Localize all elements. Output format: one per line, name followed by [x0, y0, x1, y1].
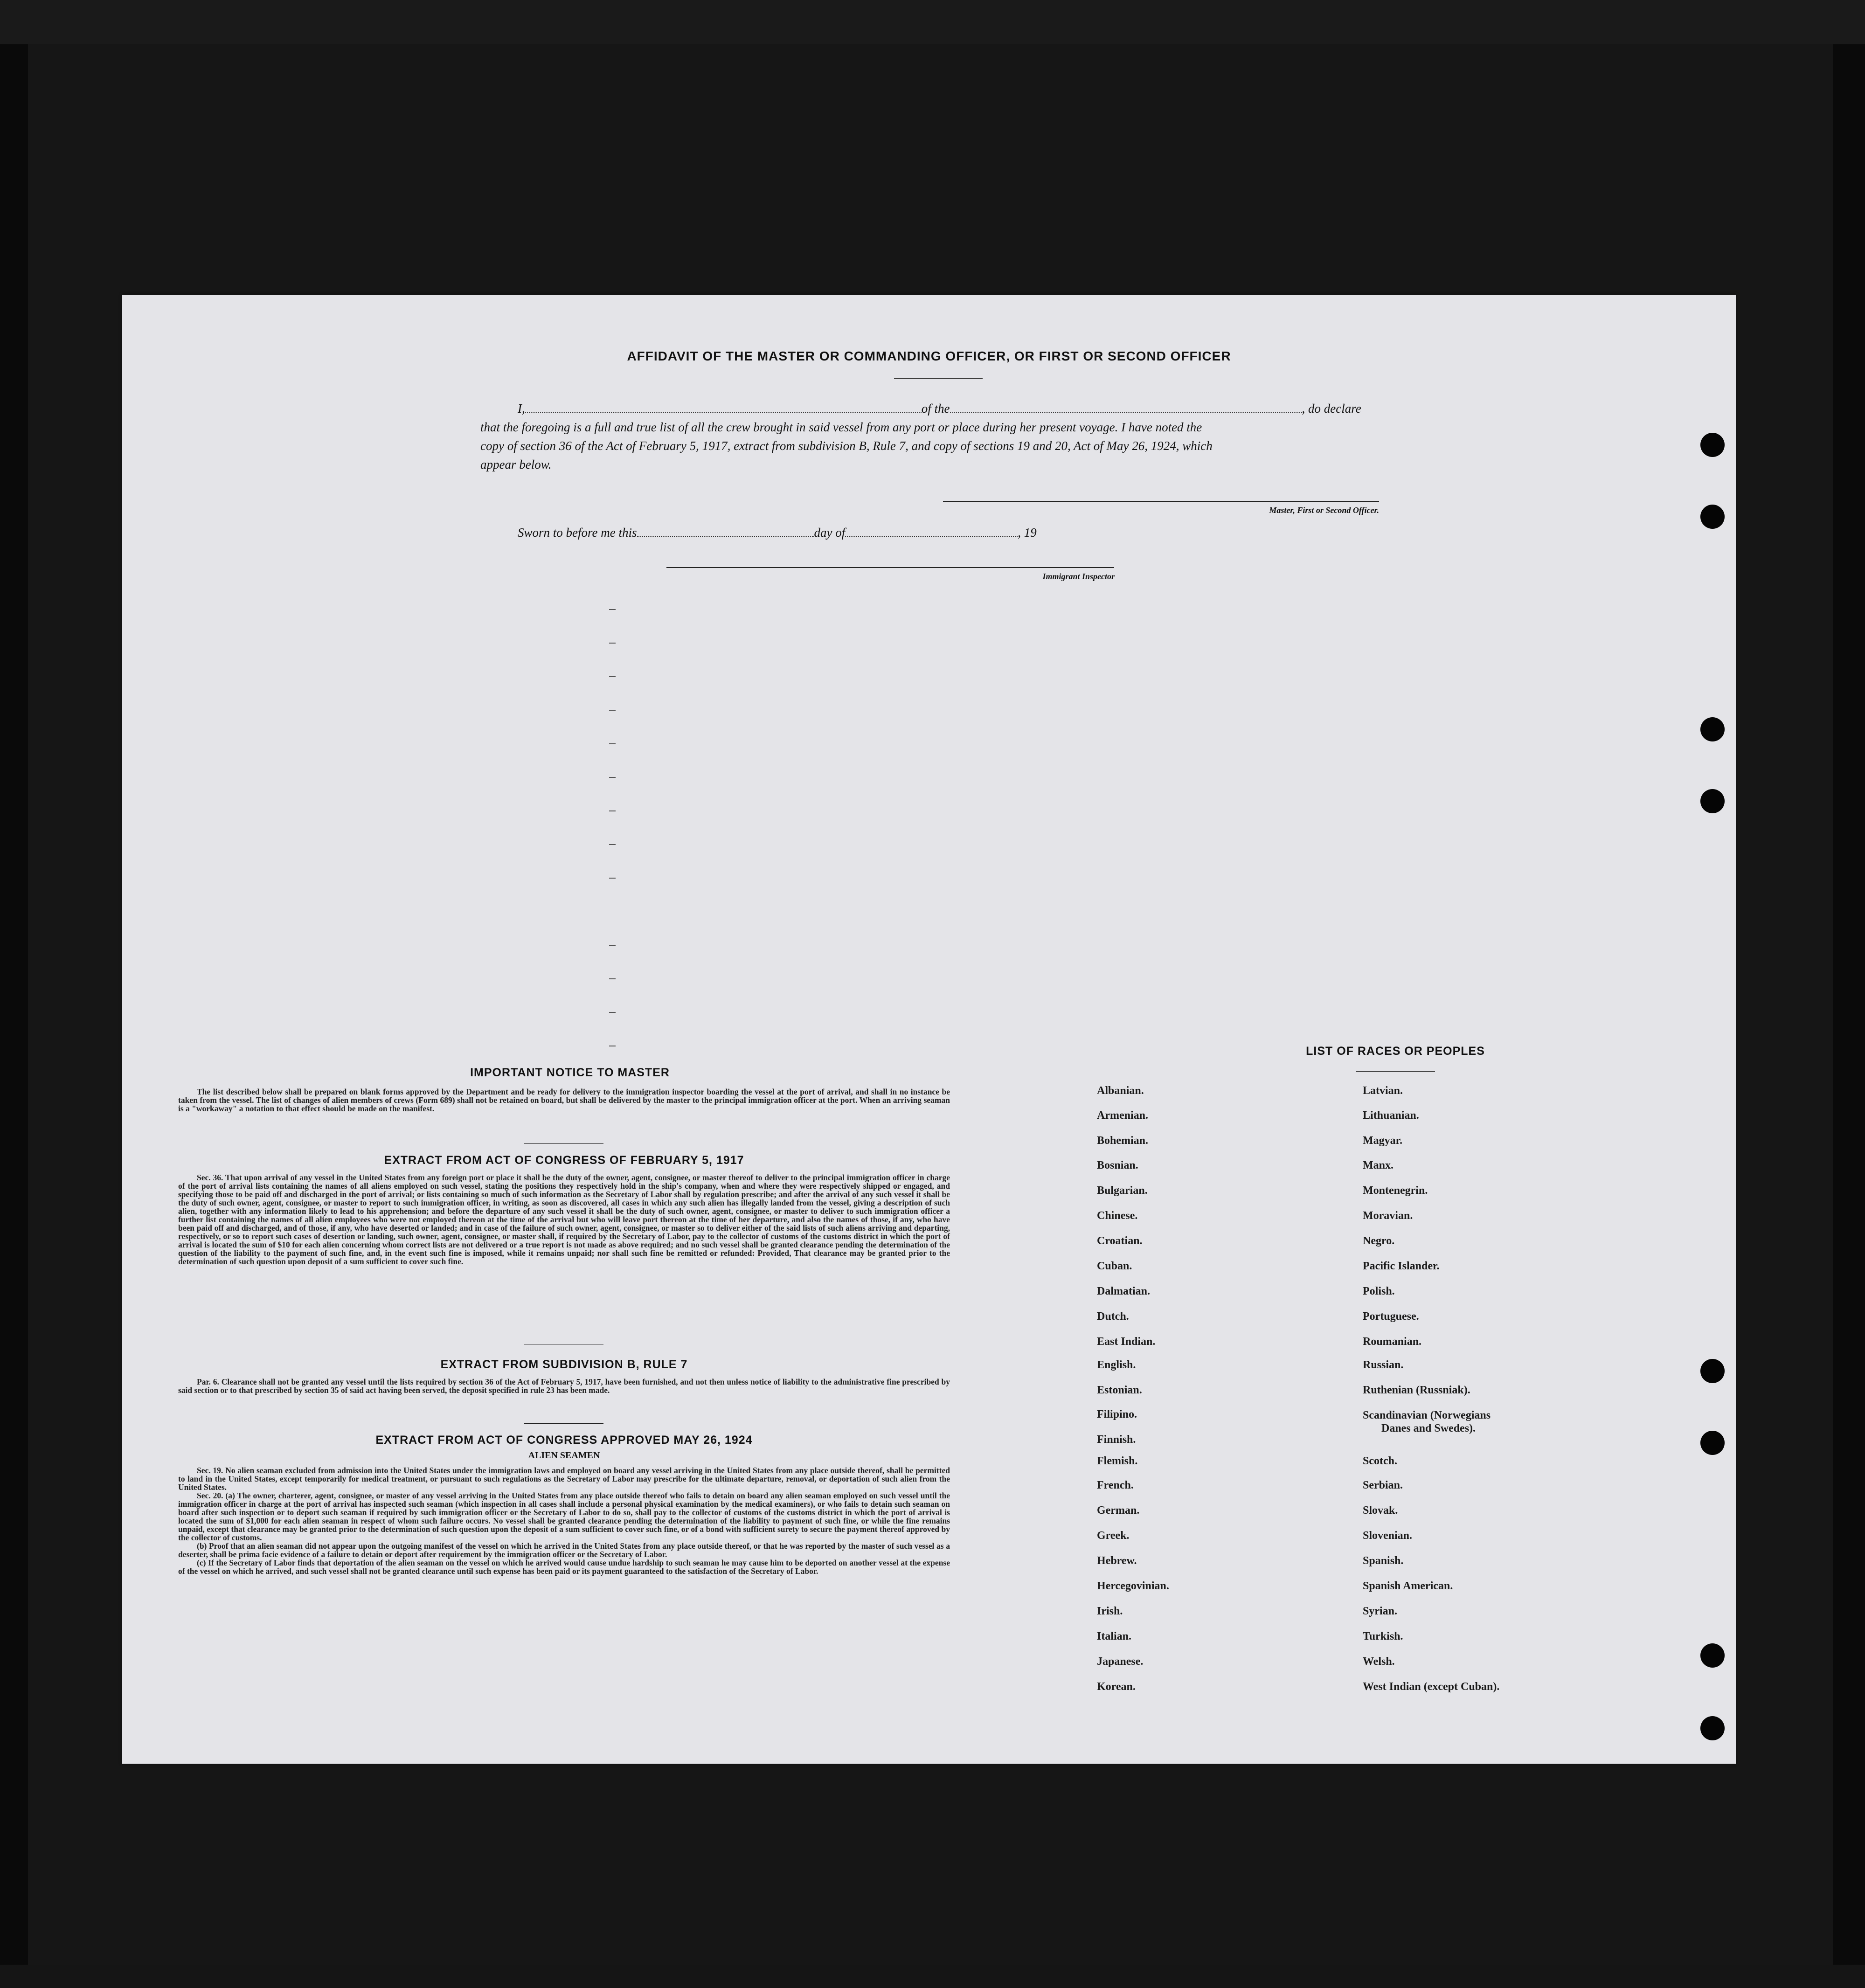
affidavit-i: I,: [518, 402, 525, 416]
race-item: Scandinavian (Norwegians: [1363, 1409, 1491, 1421]
margin-tick: [609, 945, 616, 946]
race-item: Moravian.: [1363, 1210, 1413, 1222]
document-sheet: [122, 295, 1736, 1764]
punch-hole: [1700, 1359, 1725, 1383]
race-item: Armenian.: [1097, 1109, 1148, 1122]
race-item: Bohemian.: [1097, 1135, 1149, 1147]
notice-divider: [524, 1143, 603, 1144]
notice-body: The list described below shall be prepared on blank forms approved by the Department and be ready for delivery to the immigration inspector boarding the vessel at the port of arrival, and shall in no instance be taken from the vessel. The list of changes of alien members of crews (Form 689) shall not be retained on board, but shall be delivered by the master to the principal immigration officer at the port. When an arriving seaman is a "workaway" a notation to that effect should be made on the manifest.: [178, 1087, 950, 1113]
race-item: Dalmatian.: [1097, 1285, 1150, 1297]
race-item: West Indian (except Cuban).: [1363, 1681, 1500, 1693]
margin-tick: [609, 643, 616, 644]
race-item: Negro.: [1363, 1235, 1395, 1247]
punch-hole: [1700, 789, 1725, 813]
master-signature-caption: Master, First or Second Officer.: [1269, 506, 1379, 515]
rule7-title: EXTRACT FROM SUBDIVISION B, RULE 7: [440, 1358, 688, 1371]
punch-hole: [1700, 505, 1725, 529]
race-item: Finnish.: [1097, 1434, 1136, 1446]
title-underline: [894, 378, 983, 379]
race-item: Pacific Islander.: [1363, 1260, 1440, 1272]
race-item: Spanish American.: [1363, 1580, 1453, 1592]
extract-1917-title: EXTRACT FROM ACT OF CONGRESS OF FEBRUARY 5, 1917: [384, 1154, 744, 1167]
race-item: Lithuanian.: [1363, 1109, 1419, 1122]
affidavit-title: AFFIDAVIT OF THE MASTER OR COMMANDING OFFICER, OR FIRST OR SECOND OFFICER: [627, 349, 1231, 363]
race-item: French.: [1097, 1479, 1134, 1491]
race-item: Bulgarian.: [1097, 1184, 1148, 1197]
race-item: Syrian.: [1363, 1605, 1398, 1617]
affidavit-line-1: [518, 399, 1511, 418]
race-item: Latvian.: [1363, 1085, 1403, 1097]
inspector-caption: Immigrant Inspector: [1042, 572, 1115, 581]
races-title: LIST OF RACES OR PEOPLES: [1306, 1045, 1485, 1058]
sworn-prefix: Sworn to before me this: [518, 526, 637, 540]
margin-tick: [609, 743, 616, 744]
film-top-edge: [0, 0, 1865, 44]
notice-title: IMPORTANT NOTICE TO MASTER: [470, 1066, 670, 1079]
rule7-divider: [524, 1423, 603, 1424]
races-divider: [1356, 1071, 1435, 1072]
race-item: Hercegovinian.: [1097, 1580, 1169, 1592]
sworn-month-blank[interactable]: [845, 536, 1018, 537]
race-item: Spanish.: [1363, 1555, 1404, 1567]
margin-tick: [609, 878, 616, 879]
punch-hole: [1700, 433, 1725, 457]
margin-tick: [609, 1012, 616, 1013]
race-item: Filipino.: [1097, 1408, 1137, 1420]
race-item: Magyar.: [1363, 1135, 1403, 1147]
race-item: Polish.: [1363, 1285, 1395, 1297]
race-item: Bosnian.: [1097, 1159, 1138, 1171]
race-item: Estonian.: [1097, 1384, 1142, 1396]
punch-hole: [1700, 1643, 1725, 1668]
race-item: Hebrew.: [1097, 1555, 1137, 1567]
race-item: East Indian.: [1097, 1336, 1156, 1348]
sec-20a-paragraph: Sec. 20. (a) The owner, charterer, agent, consignee, or master of any vessel arriving in the United States from any place outside thereof who fails to detain on board any alien seaman employed on such vessel until the immigration officer in charge at the port of arrival has inspected such seaman (which inspection in all cases shall include a personal physical examination by the medical examiners), or who fails to detain such seaman on board after such inspection or to deport such seaman if required by such immigration officer or the Secretary of Labor to do so, shall pay to the collector of customs of the customs district in which the port of arrival is located the sum of $1,000 for each alien seaman in respect of whom such failure occurs. No vessel shall be granted clearance pending the determination of the liability to payment of such fine, or while the fine remains unpaid, except that clearance may be granted prior to the determination of such question upon the deposit of a sum sufficient to cover such fine, or of a bond with sufficient surety to secure the payment thereof approved by the collector of customs.: [178, 1491, 950, 1542]
extract-1917-body: Sec. 36. That upon arrival of any vessel in the United States from any foreign port or place it shall be the duty of the owner, agent, consignee, or master thereof to deliver to the principal immigration officer in charge of the port of arrival lists containing the names of all aliens employed on such vessel, stating the positions they respectively hold in the ship's company, when and where they were respectively shipped or engaged, and specifying those to be paid off and discharged in the port of arrival; or lists containing so much of such information as the Secretary of Labor shall by regulation prescribe; and after the arrival of any such vessel it shall be the duty of such owner, agent, consignee, or master to report to such immigration officer, in writing, as soon as discovered, all cases in which any such alien has illegally landed from the vessel, giving a description of such alien, together with any information likely to lead to his apprehension; and before the departure of any such vessel it shall be the duty of such owner, agent, consignee, or master to deliver to such immigration officer a further list containing the names of all alien employees who were not employed thereon at the time of the arrival but who will leave port thereon at the time of her departure, and also the names of those, if any, who have been paid off and discharged, and of those, if any, who have deserted or landed; and in case of the failure of such owner, agent, consignee, or master so to deliver either of the said lists of such aliens arriving and departing, respectively, or so to report such cases of desertion or landing, such owner, agent, consignee, or master shall, if required by the Secretary of Labor, pay to the collector of customs of the customs district in which the port of arrival is located the sum of $10 for each alien concerning whom correct lists are not delivered or a true report is not made as above required; and no such vessel shall be granted clearance pending the determination of the question of the liability to the payment of such fine, and, in the event such fine is imposed, while it remains unpaid; nor shall such fine be remitted or refunded: Provided, That clearance may be granted prior to the determination of such question upon deposit of a sum sufficient to cover such fine.: [178, 1173, 950, 1266]
race-item: Roumanian.: [1363, 1336, 1422, 1348]
margin-tick: [609, 710, 616, 711]
extract-1924-title: EXTRACT FROM ACT OF CONGRESS APPROVED MAY 26, 1924: [375, 1434, 753, 1447]
race-item: Greek.: [1097, 1530, 1130, 1542]
race-item: Albanian.: [1097, 1085, 1144, 1097]
race-item: Slovenian.: [1363, 1530, 1413, 1542]
margin-tick: [609, 676, 616, 677]
sec-20c-paragraph: (c) If the Secretary of Labor finds that deportation of the alien seaman on the vessel on which he arrived would cause undue hardship to such seaman he may cause him to be deported on another vessel at the expense of the vessel on which he arrived, and such vessel shall not be granted clearance until such expense has been paid or its payment guaranteed to the satisfaction of the Secretary of Labor.: [178, 1558, 950, 1576]
affidavit-do-declare: , do declare: [1302, 402, 1361, 416]
race-item: Dutch.: [1097, 1310, 1129, 1323]
race-item: Montenegrin.: [1363, 1184, 1428, 1197]
sworn-year: , 19: [1018, 526, 1037, 540]
margin-tick: [609, 777, 616, 778]
race-item: English.: [1097, 1359, 1136, 1371]
race-item: Flemish.: [1097, 1455, 1138, 1467]
sec-20b-paragraph: (b) Proof that an alien seaman did not appear upon the outgoing manifest of the vessel on which he arrived in the United States from any place outside thereof, or that he was reported by the master of such vessel as a deserter, shall be prima facie evidence of a failure to detain or deport after requirement by the immigration officer or the Secretary of Labor.: [178, 1541, 950, 1559]
race-item: Croatian.: [1097, 1235, 1143, 1247]
race-item: German.: [1097, 1504, 1140, 1517]
affidavit-line-3: copy of section 36 of the Act of February 5, 1917, extract from subdivision B, Rule 7, and copy of sections 19 and 20, Act of May 26, 1924, which: [480, 439, 1213, 453]
affidavit-line-4: appear below.: [480, 457, 552, 471]
race-item: Turkish.: [1363, 1630, 1403, 1642]
race-item: Ruthenian (Russniak).: [1363, 1384, 1470, 1396]
punch-hole: [1700, 717, 1725, 741]
affidavit-line-2: that the foregoing is a full and true list of all the crew brought in said vessel from any port or place during her present voyage. I have noted the: [480, 420, 1202, 434]
race-item: Danes and Swedes).: [1381, 1422, 1476, 1434]
sworn-day-blank[interactable]: [637, 536, 814, 537]
race-item: Russian.: [1363, 1359, 1404, 1371]
race-item: Welsh.: [1363, 1656, 1395, 1668]
race-item: Manx.: [1363, 1159, 1394, 1171]
race-item: Italian.: [1097, 1630, 1132, 1642]
race-item: Cuban.: [1097, 1260, 1132, 1272]
race-item: Chinese.: [1097, 1210, 1138, 1222]
race-item: Japanese.: [1097, 1656, 1144, 1668]
race-item: Scotch.: [1363, 1455, 1397, 1467]
sworn-line: [518, 523, 1037, 542]
inspector-signature-line[interactable]: [666, 567, 1114, 568]
extract-1924-body: [178, 1466, 950, 1575]
margin-tick: [609, 844, 616, 845]
race-item: Serbian.: [1363, 1479, 1403, 1491]
alien-seamen-subtitle: ALIEN SEAMEN: [528, 1450, 600, 1461]
rule7-body: Par. 6. Clearance shall not be granted any vessel until the lists required by section 36 of the Act of February 5, 1917, have been furnished, and not then unless notice of liability to the administrative fine prescribed by said section or to that prescribed by section 35 of said act having been served, the deposit specified in rule 23 has been made.: [178, 1377, 950, 1395]
film-bottom-edge: [0, 1965, 1865, 1988]
margin-tick: [609, 978, 616, 979]
punch-hole: [1700, 1431, 1725, 1455]
margin-tick: [609, 810, 616, 811]
margin-tick: [609, 609, 616, 610]
race-item: Slovak.: [1363, 1504, 1398, 1517]
sworn-day-of: day of: [814, 526, 846, 540]
sec-19-paragraph: Sec. 19. No alien seaman excluded from admission into the United States under the immigration laws and employed on board any vessel arriving in the United States from any place outside thereof, shall be permitted to land in the United States, except temporarily for medical treatment, or pursuant to such regulations as the Secretary of Labor may prescribe for the ultimate departure, removal, or deportation of such alien from the United States.: [178, 1466, 950, 1492]
race-item: Portuguese.: [1363, 1310, 1419, 1323]
name-blank[interactable]: [525, 412, 922, 413]
race-item: Irish.: [1097, 1605, 1123, 1617]
master-signature-line[interactable]: [943, 501, 1379, 502]
punch-hole: [1700, 1716, 1725, 1740]
vessel-blank[interactable]: [950, 412, 1302, 413]
race-item: Korean.: [1097, 1681, 1136, 1693]
affidavit-of-the: of the: [921, 402, 950, 416]
